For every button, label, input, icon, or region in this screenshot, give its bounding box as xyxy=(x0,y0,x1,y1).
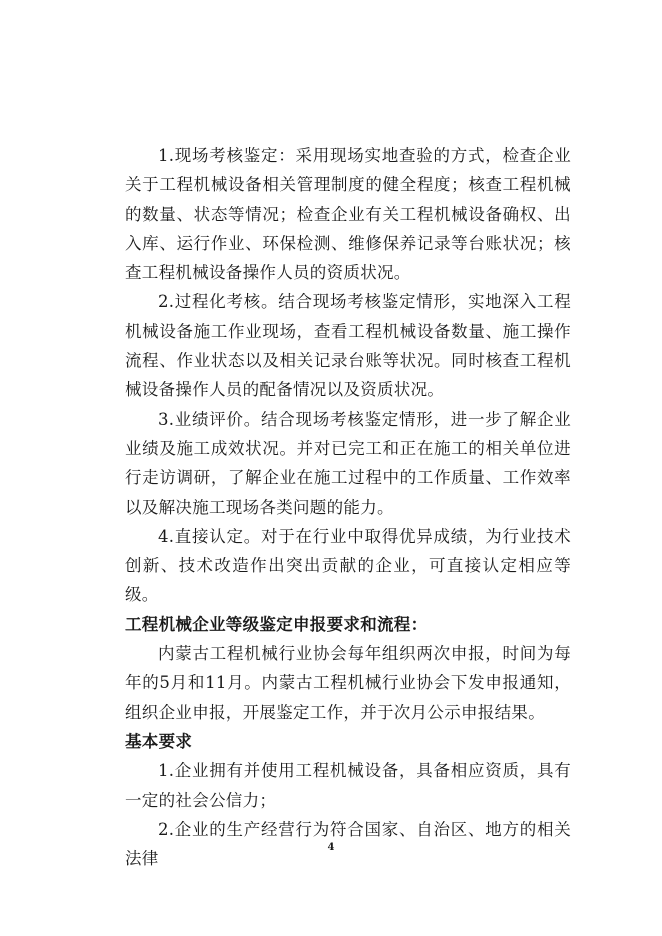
heading-basic-requirements: 基本要求 xyxy=(125,731,193,751)
paragraph-application-schedule: 内蒙古工程机械行业协会每年组织两次申报，时间为每年的5月和11月。内蒙古工程机械行业协会下发申报通知，组织企业申报，开展鉴定工作，并于次月公示申报结果。 xyxy=(125,644,571,722)
paragraph-site-assessment: 1.现场考核鉴定：采用现场实地查验的方式，检查企业关于工程机械设备相关管理制度的健全程度；核查工程机械的数量、状态等情况；检查企业有关工程机械设备确权、出入库、运行作业、环保检测、维修保养记录等台账状况；核查工程机械设备操作人员的资质状况。 xyxy=(125,146,571,283)
paragraph-requirement-2: 2.企业的生产经营行为符合国家、自治区、地方的相关法律 xyxy=(125,819,571,869)
page-number: 4 xyxy=(327,842,335,853)
heading-application-process: 工程机械企业等级鉴定申报要求和流程： xyxy=(125,614,428,634)
paragraph-process-assessment: 2.过程化考核。结合现场考核鉴定情形，实地深入工程机械设备施工作业现场，查看工程机械设备数量、施工操作流程、作业状态以及相关记录台账等状况。同时核查工程机械设备操作人员的配备情况以及资质状况。 xyxy=(125,292,571,400)
document-body xyxy=(125,141,571,873)
paragraph-direct-recognition: 4.直接认定。对于在行业中取得优异成绩，为行业技术创新、技术改造作出突出贡献的企业，可直接认定相应等级。 xyxy=(125,526,571,605)
paragraph-performance-evaluation: 3.业绩评价。结合现场考核鉴定情形，进一步了解企业业绩及施工成效状况。并对已完工和正在施工的相关单位进行走访调研，了解企业在施工过程中的工作质量、工作效率以及解决施工现场各类问题的能力。 xyxy=(125,409,571,517)
paragraph-requirement-1: 1.企业拥有并使用工程机械设备，具备相应资质，具有一定的社会公信力； xyxy=(125,761,571,810)
